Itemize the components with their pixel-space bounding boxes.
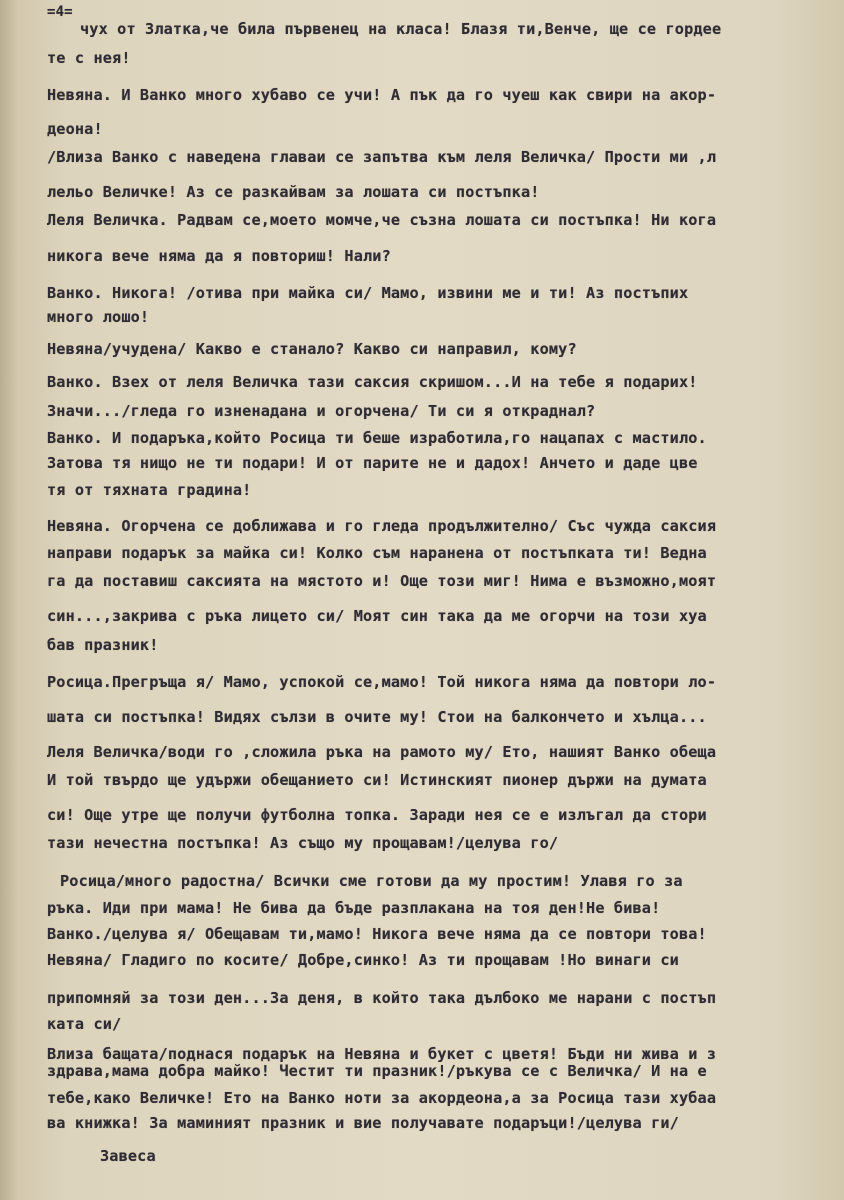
text-line: много лошо! [47, 308, 150, 326]
text-line: тебе,како Величке! Ето на Ванко ноти за акордеона,а за Росица тази хубаа [47, 1089, 717, 1107]
text-line: тя от тяхната градина! [47, 481, 252, 499]
text-line: Леля Величка/води го ,сложила ръка на рамото му/ Ето, нашият Ванко обеща [47, 743, 717, 761]
text-line: Леля Величка. Радвам се,моето момче,че съзна лошата си постъпка! Ни кога [47, 211, 717, 229]
text-line: Невяна. Огорчена се доближава и го гледа продължително/ Със чужда саксия [47, 517, 717, 535]
text-line: ръка. Иди при мама! Не бива да бъде разплакана на тоя ден!Не бива! [47, 899, 661, 917]
text-line: /Влиза Ванко с наведена главаи се запътва към леля Величка/ Прости ми ,л [47, 148, 717, 166]
text-line: Росица/много радостна/ Всички сме готови да му простим! Улавя го за [60, 872, 683, 890]
text-line: ката си/ [47, 1015, 122, 1033]
text-line: син...,закрива с ръка лицето си/ Моят син така да ме огорчи на този хуа [47, 607, 707, 625]
text-line: лельо Величке! Аз се разкайвам за лошата си постъпка! [47, 183, 540, 201]
text-line: направи подарък за майка си! Колко съм наранена от постъпката ти! Ведна [47, 544, 707, 562]
text-line: припомняй за този ден...За деня, в който така дълбоко ме нарани с постъп [47, 989, 717, 1007]
text-line: чух от Златка,че била първенец на класа! Блазя ти,Венче, ще се гордее [80, 20, 722, 38]
text-line: никога вече няма да я повториш! Нали? [47, 247, 391, 265]
text-line: деона! [47, 120, 103, 138]
text-line: Влиза бащата/поднася подарък на Невяна и букет с цветя! Бъди ни жива и з [47, 1045, 717, 1063]
text-line: Значи.../гледа го изненадана и огорчена/ Ти си я откраднал? [47, 402, 596, 420]
curtain-direction: Завеса [100, 1147, 156, 1165]
text-line: Невяна. И Ванко много хубаво се учи! А пък да го чуеш как свири на акор- [47, 86, 717, 104]
text-line: бав празник! [47, 636, 159, 654]
text-line: си! Още утре ще получи футболна топка. Заради нея се е излъгал да стори [47, 806, 707, 824]
text-line: га да поставиш саксията на мястото и! Още този миг! Нима е възможно,моят [47, 572, 717, 590]
text-line: Ванко./целува я/ Обещавам ти,мамо! Никога вече няма да се повтори това! [47, 925, 707, 943]
text-line: Невяна/учудена/ Какво е станало? Какво си направил, кому? [47, 340, 577, 358]
text-line: Ванко. И подаръка,който Росица ти беше изработила,го нацапах с мастило. [47, 429, 707, 447]
text-line: И той твърдо ще удържи обещанието си! Истинският пионер държи на думата [47, 771, 707, 789]
text-line: шата си постъпка! Видях сълзи в очите му! Стои на балкончето и хълца... [47, 708, 707, 726]
text-line: тази нечестна постъпка! Аз също му прощавам!/целува го/ [47, 834, 559, 852]
page-edge-shadow [0, 0, 18, 1200]
page-number: =4= [47, 4, 73, 20]
text-line: здрава,мама добра майко! Честит ти празник!/ръкува се с Величка/ И на е [47, 1062, 707, 1080]
text-line: Ванко. Взех от леля Величка тази саксия скришом...И на тебе я подарих! [47, 373, 698, 391]
text-line: Невяна/ Гладиго по косите/ Добре,синко! Аз ти прощавам !Но винаги си [47, 951, 679, 969]
text-line: те с нея! [47, 49, 131, 67]
text-line: ва книжка! За маминият празник и вие получавате подаръци!/целува ги/ [47, 1114, 679, 1132]
text-line: Ванко. Никога! /отива при майка си/ Мамо, извини ме и ти! Аз постъпих [47, 284, 689, 302]
text-line: Росица.Прегръща я/ Мамо, успокой се,мамо! Той никога няма да повтори ло- [47, 673, 717, 691]
text-line: Затова тя нищо не ти подари! И от парите не и дадох! Анчето и даде цве [47, 454, 698, 472]
